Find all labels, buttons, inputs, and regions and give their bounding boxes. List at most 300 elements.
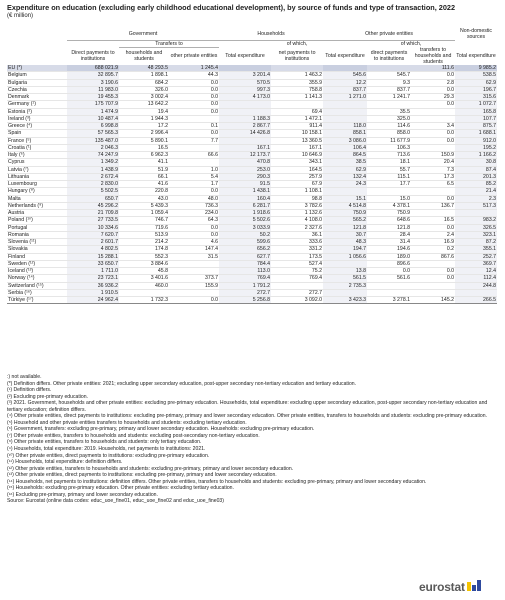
country-cell: Netherlands (⁹) <box>7 202 67 209</box>
value-cell: 331.2 <box>271 246 323 253</box>
value-cell <box>219 101 271 108</box>
value-cell <box>169 115 219 122</box>
value-cell: 343.1 <box>271 159 323 166</box>
header-total-expenditure-hh: Total expenditure <box>225 53 265 59</box>
country-cell: Slovenia (¹¹) <box>7 239 67 246</box>
value-cell: 565.2 <box>323 217 367 224</box>
value-cell: 3 092.0 <box>271 297 323 304</box>
table-row <box>7 108 497 115</box>
value-cell: 24.3 <box>323 181 367 188</box>
table-row <box>7 123 497 130</box>
value-cell <box>411 282 455 289</box>
value-cell: 6 962.3 <box>119 152 169 159</box>
value-cell: 1 132.6 <box>271 210 323 217</box>
value-cell <box>169 159 219 166</box>
page-title: Expenditure on education (excluding early childhood educational development), by source of funds and type of transaction, 2022 <box>7 3 456 12</box>
value-cell: 167.1 <box>219 144 271 151</box>
value-cell: 0.0 <box>411 101 455 108</box>
eurostat-logo <box>419 580 484 594</box>
value-cell: 3 782.6 <box>271 202 323 209</box>
table-row <box>7 144 497 151</box>
value-cell: 55.7 <box>367 166 411 173</box>
value-cell: 98.8 <box>271 195 323 202</box>
value-cell: 5 439.3 <box>119 202 169 209</box>
value-cell: 713.6 <box>367 152 411 159</box>
footnote: (⁹) Households, total expenditure: 2019. Households, net payments to institutions: 2021. <box>7 446 206 453</box>
country-cell: Croatia (¹) <box>7 144 67 151</box>
value-cell: 750.9 <box>323 210 367 217</box>
value-cell: 24 962.4 <box>67 297 119 304</box>
value-cell: 1 474.9 <box>67 108 119 115</box>
value-cell: 21.4 <box>455 188 497 195</box>
value-cell: 1 245.4 <box>169 65 219 72</box>
table-row <box>7 282 497 289</box>
value-cell: 36 936.2 <box>67 282 119 289</box>
value-cell: 1 711.0 <box>67 268 119 275</box>
country-cell: Bulgaria <box>7 79 67 86</box>
value-cell: 2.8 <box>411 79 455 86</box>
header-total-expenditure-op: Total expenditure <box>325 53 365 59</box>
value-cell: 0.2 <box>411 246 455 253</box>
value-cell: 19 455.3 <box>67 94 119 101</box>
value-cell <box>169 260 219 267</box>
value-cell: 43.0 <box>119 195 169 202</box>
value-cell: 66.1 <box>119 173 169 180</box>
value-cell: 6 281.7 <box>219 202 271 209</box>
value-cell: 0.0 <box>169 231 219 238</box>
table-row <box>7 297 497 304</box>
footnote: (*) Definition differs. Other private entities: 2021; excluding upper secondary education, post-upper secondary non-tertiary education and tertiary education. <box>7 380 357 387</box>
table-row <box>7 217 497 224</box>
value-cell: 45 296.2 <box>67 202 119 209</box>
value-cell: 12 173.7 <box>219 152 271 159</box>
value-cell: 3 423.3 <box>323 297 367 304</box>
value-cell: 0.0 <box>411 195 455 202</box>
value-cell: 62.9 <box>323 166 367 173</box>
value-cell: 145.2 <box>411 297 455 304</box>
value-cell: 189.0 <box>367 253 411 260</box>
value-cell: 62.9 <box>455 79 497 86</box>
country-cell: Luxembourg <box>7 181 67 188</box>
value-cell: 0.0 <box>169 79 219 86</box>
country-cell: Poland (¹⁰) <box>7 217 67 224</box>
table-row <box>7 152 497 159</box>
country-cell: France (⁵) <box>7 137 67 144</box>
value-cell: 175 707.9 <box>67 101 119 108</box>
value-cell: 31.4 <box>367 239 411 246</box>
footnote: :) not available. <box>7 374 42 380</box>
value-cell: 214.2 <box>119 239 169 246</box>
value-cell: 1 141.3 <box>271 94 323 101</box>
table-row <box>7 101 497 108</box>
value-cell <box>169 289 219 296</box>
value-cell: 17.2 <box>119 123 169 130</box>
value-cell <box>367 289 411 296</box>
value-cell: 1 438.1 <box>219 188 271 195</box>
country-cell: Portugal <box>7 224 67 231</box>
footnote: (³) 2021. Government, households and other private entities: excluding pre-primary education. Households, total expenditure: excluding upper secondary education, post-upper secondary non-tertiary education and tertiary education; definition differs. <box>7 400 488 413</box>
value-cell: 750.9 <box>367 210 411 217</box>
value-cell <box>271 282 323 289</box>
value-cell: 10 158.1 <box>271 130 323 137</box>
country-cell: Germany (¹) <box>7 101 67 108</box>
country-cell: Greece (⁴) <box>7 123 67 130</box>
value-cell: 758.8 <box>271 86 323 93</box>
value-cell: 135 487.0 <box>67 137 119 144</box>
value-cell: 1 059.4 <box>119 210 169 217</box>
country-cell: EU (*) <box>7 65 67 72</box>
country-cell: Hungary (⁸) <box>7 188 67 195</box>
country-cell: Romania <box>7 231 67 238</box>
value-cell: 7.7 <box>169 137 219 144</box>
header-transfers-hh-students: transfers to households and students <box>414 47 452 65</box>
value-cell: 355.9 <box>271 79 323 86</box>
value-cell: 545.6 <box>323 72 367 79</box>
value-cell: 912.0 <box>455 137 497 144</box>
header-non-domestic: Non-domestic sources <box>460 28 493 40</box>
value-cell: 2 327.6 <box>271 224 323 231</box>
value-cell: 10 487.4 <box>67 115 119 122</box>
value-cell: 113.0 <box>219 268 271 275</box>
value-cell: 326.0 <box>119 86 169 93</box>
value-cell: 0.0 <box>169 224 219 231</box>
value-cell: 1 166.2 <box>455 152 497 159</box>
value-cell: 570.5 <box>219 79 271 86</box>
value-cell: 30.7 <box>323 231 367 238</box>
value-cell: 266.5 <box>455 297 497 304</box>
value-cell: 20.4 <box>411 159 455 166</box>
header-net-payments: net payments to institutions <box>278 50 316 62</box>
value-cell: 0.0 <box>169 86 219 93</box>
value-cell: 3 401.6 <box>119 275 169 282</box>
value-cell: 45.8 <box>119 268 169 275</box>
value-cell: 38.5 <box>323 159 367 166</box>
value-cell: 0.0 <box>169 188 219 195</box>
value-cell: 12.2 <box>323 79 367 86</box>
value-cell <box>411 289 455 296</box>
value-cell: 64.3 <box>169 217 219 224</box>
table-row <box>7 137 497 144</box>
value-cell: 150.9 <box>411 152 455 159</box>
value-cell: 31.5 <box>169 253 219 260</box>
value-cell: 32 895.7 <box>67 72 119 79</box>
value-cell: 1 349.2 <box>67 159 119 166</box>
value-cell: 13 360.5 <box>271 137 323 144</box>
value-cell: 115.1 <box>367 173 411 180</box>
table-row <box>7 239 497 246</box>
expenditure-table <box>7 28 497 304</box>
value-cell: 234.0 <box>169 210 219 217</box>
value-cell: 16.5 <box>411 217 455 224</box>
value-cell: 545.7 <box>367 72 411 79</box>
value-cell <box>323 188 367 195</box>
value-cell: 27 733.5 <box>67 217 119 224</box>
header-direct-payments-op: direct payments to institutions <box>370 50 408 62</box>
footnote: (¹²) Other private entities, transfers to households and students: excluding pre-primary, primary and lower secondary education. <box>7 465 294 472</box>
table-row <box>7 72 497 79</box>
value-cell: 837.7 <box>367 86 411 93</box>
value-cell: 3 033.9 <box>219 224 271 231</box>
value-cell: 513.9 <box>119 231 169 238</box>
value-cell: 253.0 <box>219 166 271 173</box>
value-cell: 23 723.1 <box>67 275 119 282</box>
value-cell: 784.4 <box>219 260 271 267</box>
value-cell: 4 514.8 <box>323 202 367 209</box>
value-cell: 85.2 <box>455 181 497 188</box>
value-cell: 201.3 <box>455 173 497 180</box>
value-cell: 51.9 <box>119 166 169 173</box>
value-cell: 470.8 <box>219 159 271 166</box>
value-cell: 29.3 <box>411 94 455 101</box>
value-cell: 290.3 <box>219 173 271 180</box>
footnotes <box>7 374 499 505</box>
value-cell <box>219 137 271 144</box>
value-cell: 1.0 <box>169 166 219 173</box>
value-cell: 107.7 <box>455 115 497 122</box>
value-cell <box>323 108 367 115</box>
table-row <box>7 65 497 72</box>
value-cell: 87.2 <box>455 239 497 246</box>
value-cell: 44.3 <box>169 72 219 79</box>
value-cell: 2 672.4 <box>67 173 119 180</box>
logo-mark-icon <box>466 580 484 592</box>
value-cell: 858.1 <box>323 130 367 137</box>
footnote: (¹³) Other private entities, direct payments to institutions: excluding pre-primary, primary and lower secondary education. <box>7 472 277 479</box>
value-cell: 19.4 <box>119 108 169 115</box>
country-cell: Belgium <box>7 72 67 79</box>
value-cell: 147.4 <box>169 246 219 253</box>
value-cell <box>411 210 455 217</box>
value-cell: 896.6 <box>367 260 411 267</box>
value-cell: 4 378.1 <box>367 202 411 209</box>
value-cell: 1 918.6 <box>219 210 271 217</box>
value-cell: 1.7 <box>169 181 219 188</box>
value-cell: 326.5 <box>455 224 497 231</box>
footnote: (¹⁰) Other private entities, direct payments to institutions: excluding pre-primary education. <box>7 452 210 459</box>
country-cell: Lithuania <box>7 173 67 180</box>
value-cell: 0.0 <box>169 108 219 115</box>
value-cell <box>323 260 367 267</box>
value-cell: 1 688.1 <box>455 130 497 137</box>
value-cell: 15 288.1 <box>67 253 119 260</box>
value-cell: 41.6 <box>119 181 169 188</box>
value-cell: 355.1 <box>455 246 497 253</box>
value-cell: 2 735.3 <box>323 282 367 289</box>
value-cell: 2 601.7 <box>67 239 119 246</box>
footnote: (⁶) Government, transfers: excluding pre-primary, primary and lower secondary education. Households: excluding pre-primary education. <box>7 426 315 433</box>
value-cell: 132.4 <box>323 173 367 180</box>
value-cell: 75.2 <box>271 268 323 275</box>
country-cell: Czechia <box>7 86 67 93</box>
country-cell: Latvia (⁷) <box>7 166 67 173</box>
value-cell: 0.1 <box>169 123 219 130</box>
header-households-students: households and students <box>125 50 163 63</box>
value-cell: 4 108.0 <box>271 217 323 224</box>
value-cell: 11 983.0 <box>67 86 119 93</box>
value-cell: 746.7 <box>119 217 169 224</box>
value-cell: 648.6 <box>367 217 411 224</box>
value-cell: 2.4 <box>411 231 455 238</box>
value-cell <box>119 289 169 296</box>
value-cell: 196.7 <box>455 86 497 93</box>
value-cell <box>455 289 497 296</box>
table-row <box>7 260 497 267</box>
value-cell: 194.7 <box>323 246 367 253</box>
table-row <box>7 86 497 93</box>
value-cell: 1 271.0 <box>323 94 367 101</box>
table-row <box>7 195 497 202</box>
table-row <box>7 159 497 166</box>
value-cell: 15.1 <box>323 195 367 202</box>
value-cell: 1 241.7 <box>367 94 411 101</box>
value-cell: 1 438.9 <box>67 166 119 173</box>
value-cell: 257.9 <box>271 173 323 180</box>
value-cell: 2 830.0 <box>67 181 119 188</box>
value-cell: 111.6 <box>411 65 455 72</box>
table-row <box>7 173 497 180</box>
table-row <box>7 188 497 195</box>
value-cell: 57 565.3 <box>67 130 119 137</box>
table-row <box>7 115 497 122</box>
value-cell <box>367 188 411 195</box>
value-cell: 160.4 <box>219 195 271 202</box>
value-cell: 5.4 <box>169 173 219 180</box>
value-cell: 15.0 <box>367 195 411 202</box>
value-cell: 1 188.3 <box>219 115 271 122</box>
value-cell: 11 677.9 <box>367 137 411 144</box>
value-cell: 561.5 <box>323 275 367 282</box>
value-cell: 14 426.8 <box>219 130 271 137</box>
footnote: (¹⁵) Households: excluding pre-primary education. Other private entities: excluding tertiary education. <box>7 485 234 492</box>
value-cell: 460.0 <box>119 282 169 289</box>
value-cell: 4 802.5 <box>67 246 119 253</box>
value-cell: 91.5 <box>219 181 271 188</box>
country-cell: Iceland (¹³) <box>7 268 67 275</box>
value-cell: 858.0 <box>367 130 411 137</box>
value-cell <box>411 188 455 195</box>
value-cell: 6.5 <box>411 181 455 188</box>
value-cell: 864.5 <box>323 152 367 159</box>
country-cell: Denmark <box>7 94 67 101</box>
value-cell: 17.3 <box>411 173 455 180</box>
value-cell: 21 709.8 <box>67 210 119 217</box>
country-cell: Sweden (¹²) <box>7 260 67 267</box>
value-cell: 0.0 <box>411 137 455 144</box>
value-cell: 599.6 <box>219 239 271 246</box>
value-cell: 1 463.2 <box>271 72 323 79</box>
logo-text: eurostat <box>419 580 465 594</box>
table-row <box>7 210 497 217</box>
table-row <box>7 94 497 101</box>
table-row <box>7 246 497 253</box>
value-cell: 1 944.3 <box>119 115 169 122</box>
table-body <box>7 65 497 304</box>
value-cell: 315.6 <box>455 94 497 101</box>
footnote: (¹⁴) Households, net payments to institutions: definition differs. Other private entities, transfers to households and students: excluding pre-primary, primary and lower secondary education. <box>7 478 427 485</box>
value-cell: 16.5 <box>119 144 169 151</box>
footnote: (¹) Definition differs. <box>7 387 52 394</box>
value-cell: 174.8 <box>119 246 169 253</box>
value-cell: 0.0 <box>411 275 455 282</box>
value-cell: 252.7 <box>455 253 497 260</box>
table-row <box>7 130 497 137</box>
value-cell: 121.8 <box>323 224 367 231</box>
value-cell: 30.8 <box>455 159 497 166</box>
value-cell: 16.9 <box>411 239 455 246</box>
value-cell: 36.1 <box>271 231 323 238</box>
value-cell: 195.2 <box>455 144 497 151</box>
footnote: (²) Excluding pre-primary education. <box>7 393 88 400</box>
value-cell: 0.0 <box>169 130 219 137</box>
table-row <box>7 231 497 238</box>
value-cell: 2 046.3 <box>67 144 119 151</box>
value-cell: 0.0 <box>367 268 411 275</box>
value-cell <box>271 65 323 72</box>
footnote: (⁴) Other private entities, direct payments to institutions: excluding pre-primary, primary and lower secondary education. Other private entities, transfers to households and students: excluding pre-primary education. <box>7 413 488 420</box>
value-cell: 272.7 <box>219 289 271 296</box>
value-cell: 837.7 <box>323 86 367 93</box>
value-cell: 28.4 <box>367 231 411 238</box>
header-government: Government <box>67 28 219 40</box>
header-total-expenditure-nd: Total expenditure <box>456 53 496 59</box>
country-cell: Türkiye (¹⁷) <box>7 297 67 304</box>
country-cell: Spain <box>7 130 67 137</box>
value-cell: 3 086.0 <box>323 137 367 144</box>
value-cell: 3 278.1 <box>367 297 411 304</box>
header-direct-payments: Direct payments to institutions <box>71 50 115 62</box>
value-cell: 67.9 <box>271 181 323 188</box>
value-cell: 13.8 <box>323 268 367 275</box>
value-cell: 517.3 <box>455 202 497 209</box>
value-cell: 650.7 <box>67 195 119 202</box>
country-cell: Cyprus <box>7 159 67 166</box>
value-cell: 35.5 <box>367 108 411 115</box>
value-cell: 6 998.8 <box>67 123 119 130</box>
value-cell: 911.4 <box>271 123 323 130</box>
value-cell <box>169 268 219 275</box>
value-cell: 1 898.1 <box>119 72 169 79</box>
value-cell: 10 646.9 <box>271 152 323 159</box>
country-cell: Ireland (³) <box>7 115 67 122</box>
value-cell: 66.6 <box>169 152 219 159</box>
header-other-private: Other private entities <box>323 28 455 40</box>
value-cell: 867.6 <box>411 253 455 260</box>
unit-label: (€ million) <box>7 13 34 19</box>
table-row <box>7 202 497 209</box>
value-cell: 41.1 <box>119 159 169 166</box>
value-cell: 48.0 <box>169 195 219 202</box>
value-cell <box>271 101 323 108</box>
value-cell: 112.4 <box>455 275 497 282</box>
value-cell <box>219 108 271 115</box>
value-cell: 2 996.4 <box>119 130 169 137</box>
footnote: (⁵) Household and other private entities transfers to households and students: excluding tertiary education. <box>7 419 247 426</box>
value-cell <box>169 144 219 151</box>
footnote: (¹¹) Households, total expenditure: definition differs. <box>7 459 123 466</box>
value-cell: 87.4 <box>455 166 497 173</box>
value-cell: 164.5 <box>271 166 323 173</box>
value-cell: 155.9 <box>169 282 219 289</box>
table-row <box>7 166 497 173</box>
value-cell: 736.3 <box>169 202 219 209</box>
value-cell <box>411 108 455 115</box>
value-cell: 552.3 <box>119 253 169 260</box>
value-cell: 0.0 <box>411 224 455 231</box>
value-cell: 114.6 <box>367 123 411 130</box>
value-cell: 0.0 <box>411 72 455 79</box>
value-cell: 18.1 <box>367 159 411 166</box>
country-cell: Switzerland (¹⁵) <box>7 282 67 289</box>
